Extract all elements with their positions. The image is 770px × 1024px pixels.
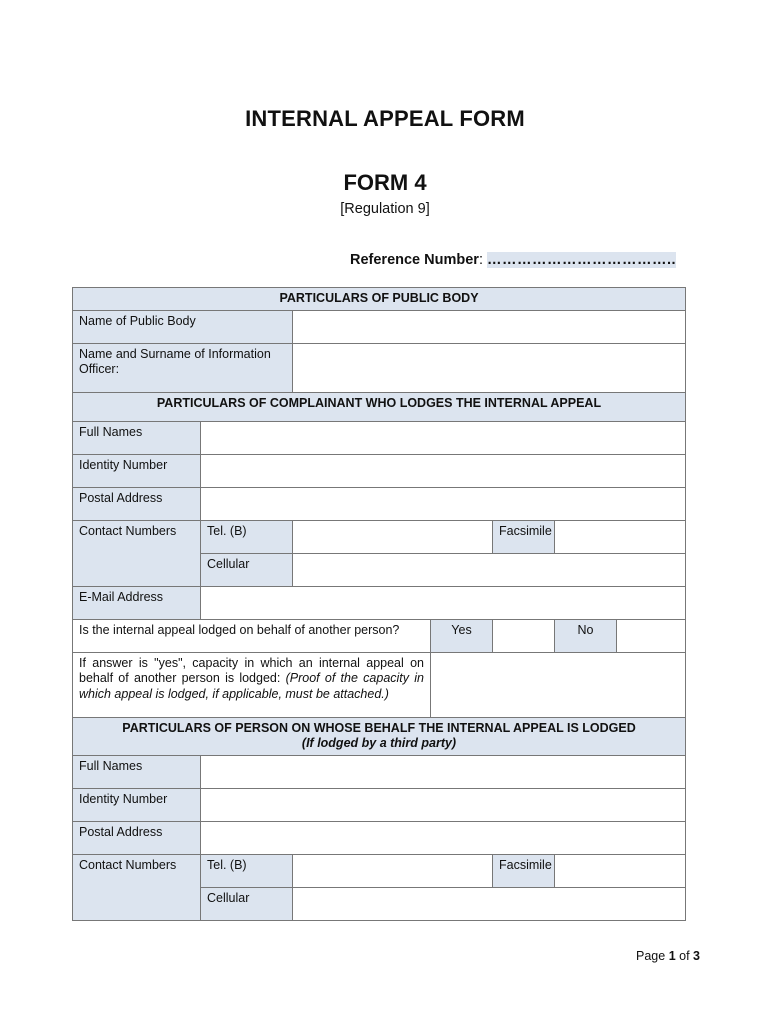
complainant-postal-address-label: Postal Address xyxy=(73,487,201,520)
capacity-note: (Proof of the capacity in which appeal is lodged, if applicable, must be attached.) xyxy=(79,671,424,701)
behalf-yes-label: Yes xyxy=(431,619,493,652)
capacity-text: If answer is "yes", capacity in which an internal appeal on behalf of another person is lodged: xyxy=(79,655,424,685)
third-party-identity-number-field[interactable] xyxy=(201,788,686,821)
section-complainant-heading: PARTICULARS OF COMPLAINANT WHO LODGES THE INTERNAL APPEAL xyxy=(73,392,686,421)
public-body-name-field[interactable] xyxy=(293,310,686,343)
third-party-cellular-label: Cellular xyxy=(201,887,293,920)
complainant-identity-number-label: Identity Number xyxy=(73,454,201,487)
third-party-facsimile-label: Facsimile xyxy=(493,854,555,887)
complainant-email-label: E-Mail Address xyxy=(73,586,201,619)
complainant-full-names-field[interactable] xyxy=(201,421,686,454)
reference-number-field[interactable]: ……………………………….. xyxy=(487,252,677,268)
complainant-facsimile-field[interactable] xyxy=(555,520,686,553)
public-body-name-label: Name of Public Body xyxy=(73,310,293,343)
capacity-field[interactable] xyxy=(431,652,686,717)
form-title: INTERNAL APPEAL FORM xyxy=(245,106,525,131)
complainant-facsimile-label: Facsimile xyxy=(493,520,555,553)
third-party-postal-address-field[interactable] xyxy=(201,821,686,854)
behalf-yes-checkbox[interactable] xyxy=(493,619,555,652)
form-number: FORM 4 xyxy=(343,170,427,195)
behalf-no-checkbox[interactable] xyxy=(617,619,686,652)
third-party-postal-address-label: Postal Address xyxy=(73,821,201,854)
third-party-full-names-field[interactable] xyxy=(201,755,686,788)
page-total: 3 xyxy=(693,949,700,963)
complainant-cellular-field[interactable] xyxy=(293,553,686,586)
third-party-contact-numbers-label: Contact Numbers xyxy=(73,854,201,920)
complainant-tel-field[interactable] xyxy=(293,520,493,553)
third-party-heading-text: PARTICULARS OF PERSON ON WHOSE BEHALF THE INTERNAL APPEAL IS LODGED xyxy=(122,720,636,735)
third-party-cellular-field[interactable] xyxy=(293,887,686,920)
reference-number-label: Reference Number xyxy=(350,252,479,268)
page-word: Page xyxy=(636,949,666,963)
third-party-identity-number-label: Identity Number xyxy=(73,788,201,821)
capacity-description xyxy=(73,652,431,717)
complainant-contact-numbers-label: Contact Numbers xyxy=(73,520,201,586)
regulation-reference: [Regulation 9] xyxy=(340,201,430,217)
behalf-no-label: No xyxy=(555,619,617,652)
third-party-facsimile-field[interactable] xyxy=(555,854,686,887)
third-party-full-names-label: Full Names xyxy=(73,755,201,788)
complainant-postal-address-field[interactable] xyxy=(201,487,686,520)
complainant-email-field[interactable] xyxy=(201,586,686,619)
reference-number-line xyxy=(350,252,676,268)
reference-number-colon: : xyxy=(478,252,483,268)
complainant-identity-number-field[interactable] xyxy=(201,454,686,487)
information-officer-label: Name and Surname of Information Officer: xyxy=(73,343,293,392)
information-officer-field[interactable] xyxy=(293,343,686,392)
third-party-subheading: (If lodged by a third party) xyxy=(301,736,457,750)
section-third-party-heading xyxy=(73,717,686,755)
third-party-tel-label: Tel. (B) xyxy=(201,854,293,887)
page-current: 1 xyxy=(668,949,676,963)
complainant-full-names-label: Full Names xyxy=(73,421,201,454)
section-public-body-heading: PARTICULARS OF PUBLIC BODY xyxy=(73,288,686,311)
page-number xyxy=(636,949,700,963)
behalf-question: Is the internal appeal lodged on behalf of another person? xyxy=(73,619,431,652)
of-word: of xyxy=(679,949,690,963)
appeal-form-table xyxy=(72,287,686,921)
complainant-tel-label: Tel. (B) xyxy=(201,520,293,553)
third-party-tel-field[interactable] xyxy=(293,854,493,887)
complainant-cellular-label: Cellular xyxy=(201,553,293,586)
